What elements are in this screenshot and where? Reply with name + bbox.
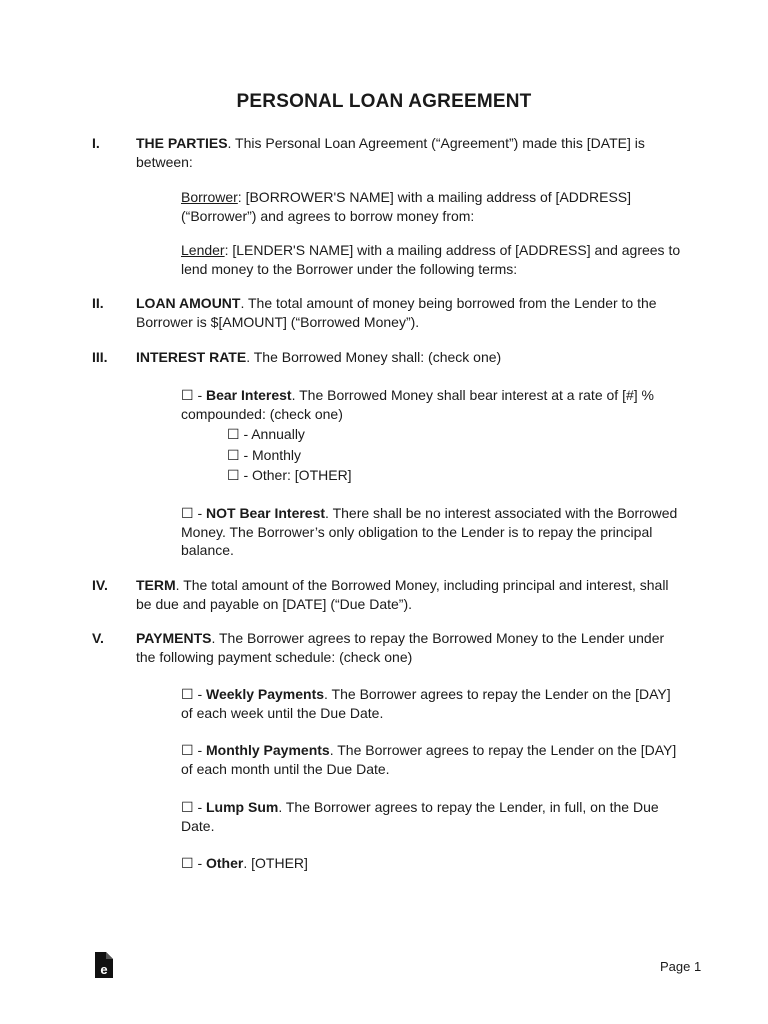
section-number: I. <box>92 135 100 151</box>
not-bear-interest-option[interactable] <box>181 504 681 560</box>
borrower-clause <box>181 188 681 225</box>
section-heading: LOAN AMOUNT <box>136 295 241 311</box>
option-text: . The Borrower agrees to repay the Lender on the [DAY] of each week until the Due Date. <box>181 686 671 721</box>
payment-option-lump-sum[interactable] <box>181 798 681 835</box>
section-body <box>136 294 682 331</box>
checkbox-icon[interactable]: ☐ - <box>181 387 206 403</box>
section-heading: THE PARTIES <box>136 135 228 151</box>
section-number: IV. <box>92 577 108 593</box>
checkbox-icon[interactable]: ☐ - <box>181 855 206 871</box>
section-heading: TERM <box>136 577 176 593</box>
section-text: . The Borrowed Money shall: (check one) <box>246 349 502 365</box>
section-body <box>136 134 682 171</box>
section-text: . The total amount of the Borrowed Money, including principal and interest, shall be due and payable on [DATE] (“Due Date”). <box>136 577 669 612</box>
section-number: II. <box>92 295 104 311</box>
section-text: . This Personal Loan Agreement (“Agreement”) made this [DATE] is between: <box>136 135 645 170</box>
option-text: . There shall be no interest associated with the Borrowed Money. The Borrower’s only obligation to the Lender is to repay the principal balance. <box>181 505 678 559</box>
section-body <box>136 348 682 367</box>
borrower-label: Borrower <box>181 189 238 205</box>
compound-option-monthly[interactable]: ☐ - Monthly <box>227 447 302 463</box>
section-number: III. <box>92 349 108 365</box>
section-number: V. <box>92 630 104 646</box>
option-text: . The Borrower agrees to repay the Lender, in full, on the Due Date. <box>181 799 659 834</box>
compound-option-other[interactable]: ☐ - Other: [OTHER] <box>227 467 352 483</box>
section-body <box>136 576 682 613</box>
eforms-logo-icon <box>94 951 114 979</box>
lender-label: Lender <box>181 242 225 258</box>
svg-text:e: e <box>100 962 108 977</box>
checkbox-icon[interactable]: ☐ - <box>181 686 206 702</box>
document-title: PERSONAL LOAN AGREEMENT <box>236 91 532 112</box>
section-heading: PAYMENTS <box>136 630 212 646</box>
page-number: Page 1 <box>660 959 702 974</box>
checkbox-icon[interactable]: ☐ - <box>181 505 206 521</box>
option-label: Monthly Payments <box>206 742 330 758</box>
option-text: . [OTHER] <box>243 855 308 871</box>
bear-interest-option[interactable] <box>181 386 681 423</box>
payment-option-monthly[interactable] <box>181 741 681 778</box>
option-label: Weekly Payments <box>206 686 325 702</box>
payment-option-weekly[interactable] <box>181 685 681 722</box>
option-text: . The Borrower agrees to repay the Lender on the [DAY] of each month until the Due Date. <box>181 742 677 777</box>
option-label: Bear Interest <box>206 387 292 403</box>
section-body <box>136 629 682 666</box>
section-text: . The total amount of money being borrowed from the Lender to the Borrower is $[AMOUNT] (“Borrowed Money”). <box>136 295 657 330</box>
lender-text: : [LENDER'S NAME] with a mailing address of [ADDRESS] and agrees to lend money to the Borrower under the following terms: <box>181 242 681 277</box>
section-heading: INTEREST RATE <box>136 349 247 365</box>
compound-option-annually[interactable]: ☐ - Annually <box>227 426 305 442</box>
checkbox-icon[interactable]: ☐ - <box>181 742 206 758</box>
checkbox-icon[interactable]: ☐ - <box>181 799 206 815</box>
option-label: Lump Sum <box>206 799 279 815</box>
option-text: . The Borrowed Money shall bear interest at a rate of [#] % compounded: (check one) <box>181 387 654 422</box>
option-label: NOT Bear Interest <box>206 505 326 521</box>
borrower-text: : [BORROWER'S NAME] with a mailing address of [ADDRESS] (“Borrower”) and agrees to borrow money from: <box>181 189 632 224</box>
option-label: Other <box>206 855 244 871</box>
section-text: . The Borrower agrees to repay the Borrowed Money to the Lender under the following payment schedule: (check one) <box>136 630 665 665</box>
payment-option-other[interactable] <box>181 854 681 873</box>
lender-clause <box>181 241 681 278</box>
